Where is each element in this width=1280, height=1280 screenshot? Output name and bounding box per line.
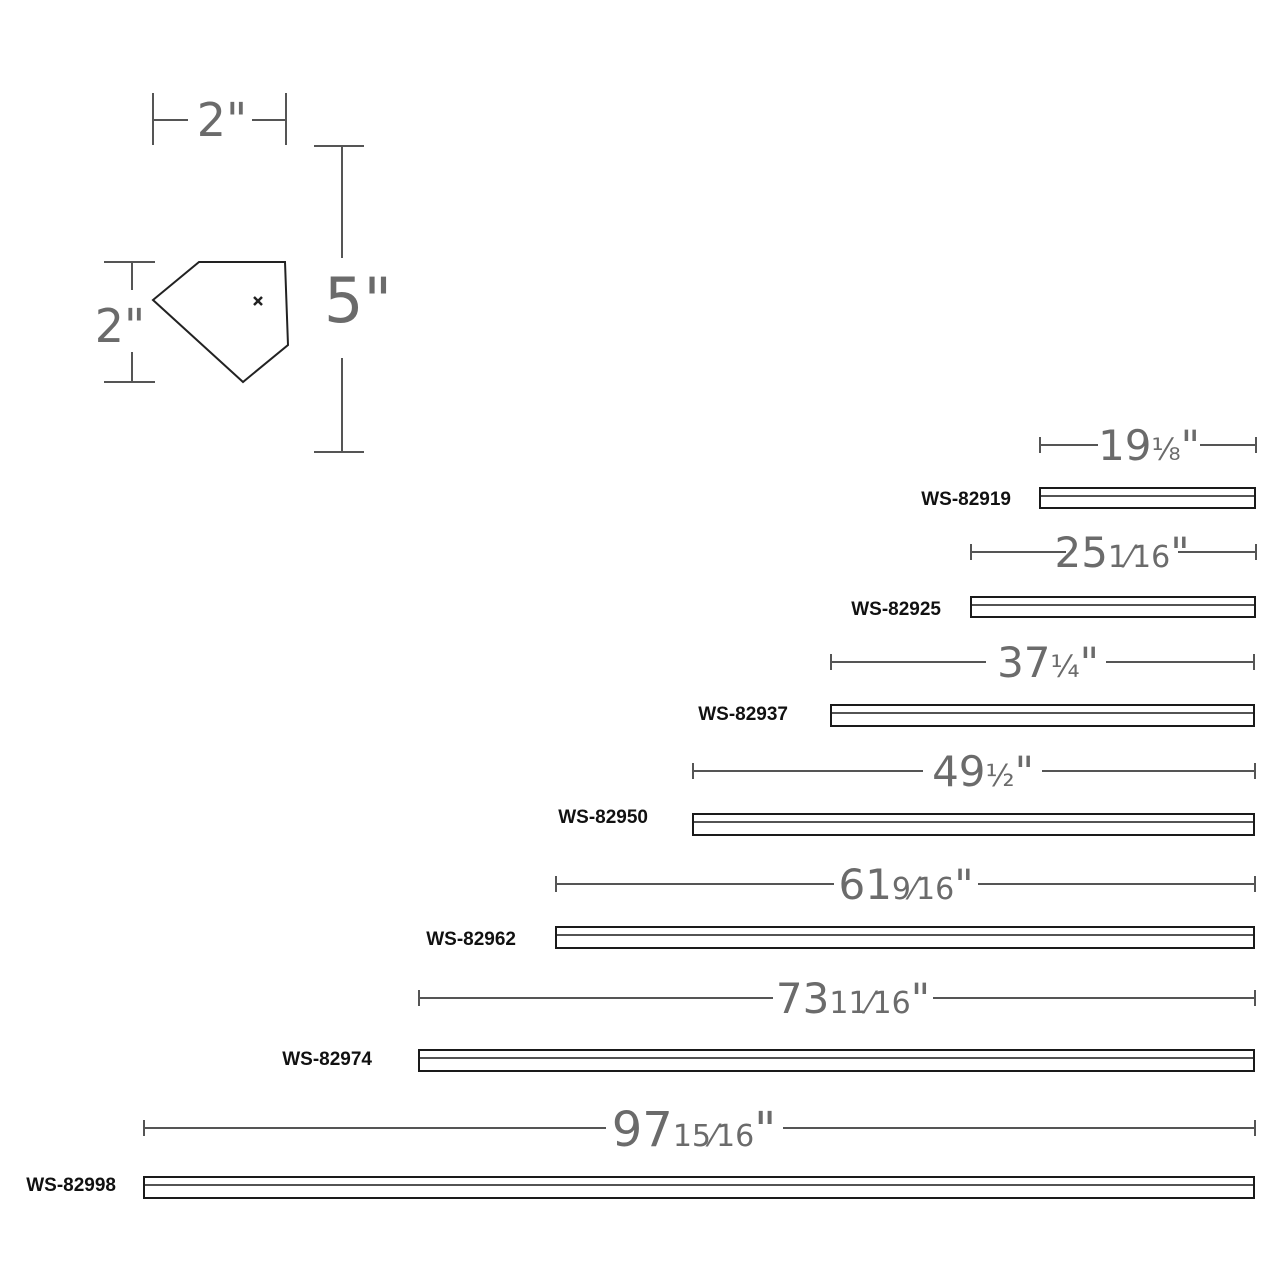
fixture-bar xyxy=(144,1177,1254,1198)
length-label: 251⁄16" xyxy=(1054,528,1190,577)
length-label: 9715⁄16" xyxy=(611,1102,777,1158)
fixture-bar xyxy=(419,1050,1254,1071)
length-label: 7311⁄16" xyxy=(775,974,931,1023)
profile-width-dimension xyxy=(153,93,286,147)
fixture-row xyxy=(851,528,1256,620)
model-number: WS-82962 xyxy=(426,929,516,950)
model-number: WS-82925 xyxy=(851,599,941,620)
fixture-list xyxy=(26,421,1256,1198)
fixture-bar xyxy=(556,927,1254,948)
fixture-row xyxy=(282,974,1255,1071)
model-number: WS-82974 xyxy=(282,1049,372,1070)
fixture-bar xyxy=(971,597,1255,617)
model-number: WS-82937 xyxy=(698,704,788,725)
length-label: 37¼" xyxy=(997,638,1099,687)
model-number: WS-82919 xyxy=(921,489,1011,510)
fixture-row xyxy=(426,860,1255,950)
fixture-row xyxy=(558,747,1255,835)
length-label: 49½" xyxy=(932,747,1034,796)
model-number: WS-82998 xyxy=(26,1175,116,1196)
fixture-bar xyxy=(1040,488,1255,508)
model-number: WS-82950 xyxy=(558,807,648,828)
fixture-bar xyxy=(693,814,1254,835)
profile-depth-label: 5" xyxy=(324,264,392,337)
length-label: 19⅛" xyxy=(1098,421,1200,470)
fixture-bar xyxy=(831,705,1254,726)
fixture-row xyxy=(26,1102,1255,1198)
profile-height-label: 2" xyxy=(94,299,146,353)
profile-height-dimension xyxy=(95,262,155,382)
profile-depth-dimension xyxy=(314,146,392,452)
length-label: 619⁄16" xyxy=(838,860,974,909)
fixture-row xyxy=(921,421,1256,510)
profile-width-label: 2" xyxy=(196,93,248,147)
fixture-profile xyxy=(153,262,288,382)
fixture-row xyxy=(698,638,1254,726)
